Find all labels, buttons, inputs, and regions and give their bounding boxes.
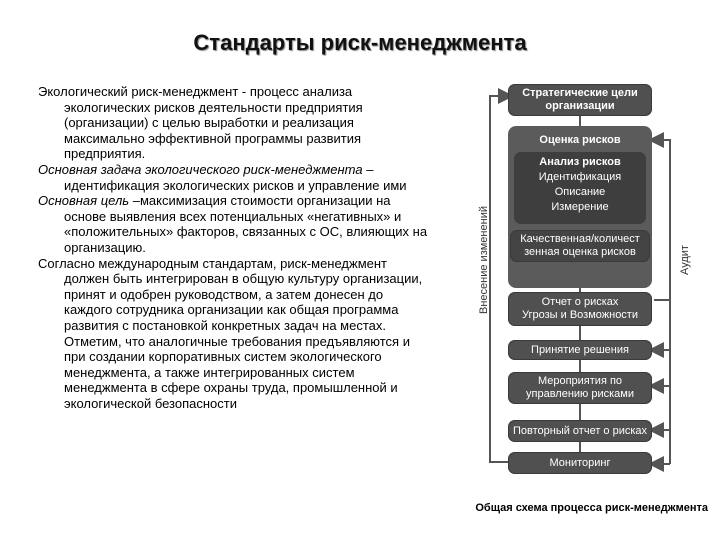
goal-text: –максимизация стоимости организации на основе выявления всех потенциальных «негативных» и «положительных» факторов, связанных с ОС, влияющих на организацию. <box>64 193 428 255</box>
risk-analysis-item-identification: Идентификация <box>538 171 622 183</box>
box-risk-assessment <box>508 130 652 150</box>
strategic-goals-line2: организации <box>545 100 615 112</box>
box-qualitative-assessment <box>510 230 650 262</box>
risk-report-line1: Отчет о рисках <box>541 296 619 308</box>
decision-label: Принятие решения <box>531 343 629 356</box>
right-loop-line <box>654 140 670 300</box>
box-strategic-goals <box>508 84 652 116</box>
box-monitoring <box>508 452 652 474</box>
risk-analysis-title: Анализ рисков <box>539 156 621 168</box>
diagram-caption: Общая схема процесса риск-менеджмента <box>475 502 708 514</box>
monitoring-label: Мониторинг <box>549 456 611 469</box>
risk-analysis-item-description: Описание <box>554 186 606 198</box>
measures-line2: управлению рисками <box>526 388 634 400</box>
measures-line1: Мероприятия по <box>537 375 623 387</box>
box-repeat-report <box>508 420 652 442</box>
paragraph-standards: Согласно международным стандартам, риск-менеджмент должен быть интегрирован в общую культуру организации, принят и одобрен руководством, а затем донесен до каждого сотрудника организации как общая программа развития с постановкой конкретных задач на местах. Отметим, что аналогичные требования предъявляются и при создании корпоративных систем экологического менеджмента, а также интегрированных систем менеджмента в сфере охраны труда, промышленной и экологической безопасности <box>38 255 423 411</box>
task-text: – идентификация экологических рисков и управление ими <box>64 161 407 193</box>
qualitative-line2: зенная оценка рисков <box>524 246 636 258</box>
risk-assessment-label: Оценка рисков <box>539 133 621 146</box>
page-title: Стандарты риск-менеджмента <box>193 30 527 55</box>
risk-analysis-item-measurement: Измерение <box>551 201 609 213</box>
right-loop-label: Аудит <box>679 245 691 275</box>
task-label: Основная задача экологического риск-менеджмента <box>38 161 363 177</box>
repeat-report-label: Повторный отчет о рисках <box>512 424 648 437</box>
risk-analysis-block <box>514 152 646 224</box>
qualitative-line1: Качественная/количест <box>520 233 640 245</box>
box-decision <box>508 340 652 360</box>
left-loop-line <box>490 96 508 462</box>
left-loop-label: Внесение изменений <box>478 206 490 314</box>
risk-report-line2: Угрозы и Возможности <box>522 309 638 321</box>
strategic-goals-line1: Стратегические цели <box>522 87 638 99</box>
paragraph-definition: Экологический риск-менеджмент - процесс анализа экологических рисков деятельности предприятия (организации) с целью выработки и реализация максимально эффективной программы развития предприятия. <box>38 84 363 162</box>
goal-label: Основная цель <box>38 193 130 209</box>
box-risk-measures <box>508 372 652 404</box>
box-risk-report <box>508 292 652 326</box>
